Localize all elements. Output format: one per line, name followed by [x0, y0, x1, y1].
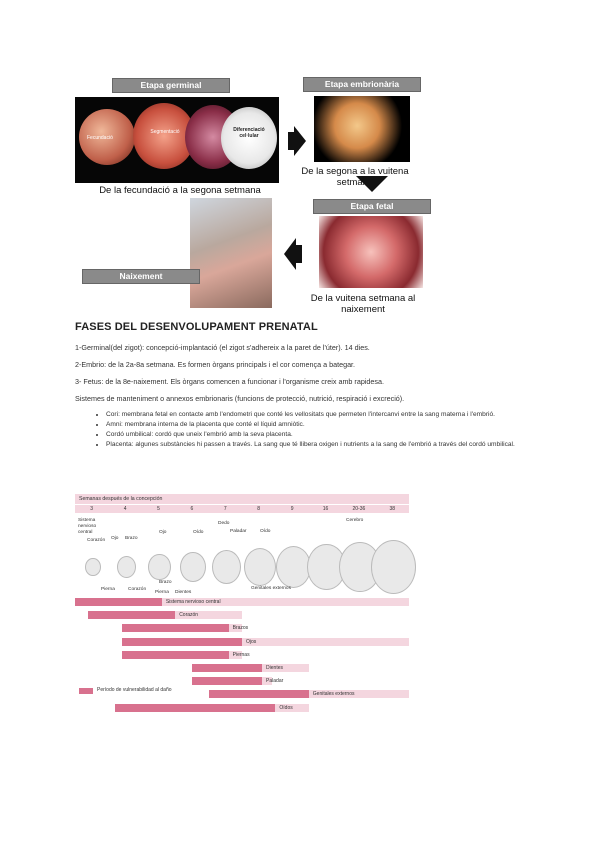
- bar-vulnerability: [75, 598, 162, 606]
- photo-label-fecundacio: Fecundació: [87, 135, 113, 141]
- organ-label-corazon: Corazón: [87, 538, 106, 543]
- germinal-photo: [75, 97, 279, 183]
- photo-label-diferenciacio: Diferenciació cel·lular: [233, 127, 265, 139]
- bar-label: Corazón: [179, 612, 199, 619]
- embryo-silhouette: [148, 554, 170, 580]
- organ-label-oido-2: Oído: [260, 529, 271, 534]
- newborn-photo: [190, 198, 272, 308]
- legend-swatch: [79, 688, 93, 694]
- paragraph-embrio: 2-Embrio: de la 2a-8a setmana. Es formen òrgans principals i el cor comença a bategar.: [75, 360, 356, 369]
- bar-label: Brazos: [232, 625, 249, 632]
- list-item-cori: • Cori: membrana fetal en contacte amb l'endometri que conté les vellositats que permeten l'intercanvi entre la sang materna i l'embrió.: [106, 410, 524, 419]
- organ-label-brazo: Brazo: [125, 536, 138, 541]
- stage-label-fetal: Etapa fetal: [313, 199, 431, 214]
- paragraph-germinal: 1-Germinal(del zigot): concepció-implantació (el zigot s'adhereix a la paret de l'úter). 14 dies.: [75, 343, 370, 352]
- fetus-photo: [319, 216, 423, 288]
- list-item-placenta: • Placenta: algunes substàncies hi passen a través. La sang que té llibera oxigen i nutrients a la sang de l'embrió a través del cordó umbilical.: [106, 440, 524, 449]
- vulnerability-chart: [75, 494, 409, 730]
- week-label: 7: [223, 506, 227, 512]
- organ-label-ojo: Ojo: [111, 536, 119, 541]
- organ-label-dedo: Dedo: [218, 521, 230, 526]
- week-label: 3: [90, 506, 94, 512]
- organ-label-pierna-2: Pierna: [155, 590, 169, 595]
- list-item-amni: • Amni: membrana interna de la placenta que conté el líquid amniòtic.: [106, 420, 524, 429]
- bar-vulnerability: [192, 664, 262, 672]
- caption-embrionaria: De la segona a la vuitena setmana: [301, 166, 409, 188]
- embryo-silhouette: [117, 556, 136, 579]
- embryo-silhouette: [371, 540, 416, 593]
- embryo-silhouette: [180, 552, 206, 582]
- organ-label-snc: Sistema nervioso central: [78, 518, 97, 535]
- organ-label-corazon-2: Corazón: [128, 587, 147, 592]
- week-label: 9: [290, 506, 294, 512]
- bar-label: Oídos: [279, 704, 293, 711]
- organ-label-ojo-2: Ojo: [159, 530, 167, 535]
- week-axis: [75, 506, 409, 514]
- organ-label-oido: Oído: [193, 530, 204, 535]
- section-title: FASES DEL DESENVOLUPAMENT PRENATAL: [75, 321, 318, 333]
- bar-label: Paladar: [266, 678, 284, 685]
- embryo-silhouette: [244, 548, 276, 586]
- embryo-photo: [314, 96, 410, 162]
- bar-vulnerability: [88, 611, 175, 619]
- bar-vulnerability: [122, 651, 229, 659]
- organ-label-dientes: Dientes: [175, 590, 192, 595]
- week-label: 6: [190, 506, 194, 512]
- bar-vulnerability: [122, 624, 229, 632]
- week-label: 16: [322, 506, 329, 512]
- bar-label: Piernas: [232, 651, 250, 658]
- paragraph-annexos: Sistemes de manteniment o annexos embrionaris (funcions de protecció, nutrició, respiració i excreció).: [75, 394, 405, 403]
- bar-vulnerability: [115, 704, 275, 712]
- legend-label: Período de vulnerabilidad al daño: [97, 687, 172, 693]
- bar-vulnerability: [209, 690, 309, 698]
- vulnerability-bars: [75, 598, 409, 726]
- bar-vulnerability: [192, 677, 262, 685]
- caption-fetal: De la vuitena setmana al naixement: [310, 293, 416, 315]
- embryo-silhouette: [212, 550, 241, 584]
- caption-germinal: De la fecundació a la segona setmana: [99, 185, 261, 196]
- bar-label: Ojos: [246, 638, 257, 645]
- organ-label-genitales: Genitales externos: [251, 586, 291, 591]
- stage-label-embrionaria: Etapa embrionària: [303, 77, 421, 92]
- bar-label: Genitales externos: [312, 691, 355, 698]
- bar-vulnerability: [122, 638, 242, 646]
- annexos-list: [94, 410, 524, 450]
- bar-label: Dientes: [266, 665, 283, 671]
- week-label: 5: [157, 506, 160, 512]
- embryo-silhouette: [276, 546, 311, 588]
- organ-label-paladar: Paladar: [230, 529, 247, 534]
- week-label: 20-36: [352, 506, 366, 512]
- organ-label-pierna: Pierna: [101, 587, 115, 592]
- week-label: 4: [123, 506, 127, 512]
- list-item-cordo: • Cordó umbilical: cordó que uneix l'embrió amb la seva placenta.: [106, 430, 524, 439]
- organ-label-cerebro: Cerebro: [346, 518, 364, 523]
- stage-label-germinal: Etapa germinal: [112, 78, 230, 93]
- organ-label-brazo-2: Brazo: [159, 580, 172, 585]
- paragraph-fetus: 3- Fetus: de la 8e-naixement. Els òrgans comencen a funcionar i l'organisme creix amb rapidesa.: [75, 377, 384, 386]
- photo-label-segmentacio: Segmentació: [150, 129, 180, 135]
- embryo-silhouette: [85, 558, 101, 577]
- week-label: 8: [257, 506, 261, 512]
- bar-label: Sistema nervioso central: [165, 599, 221, 605]
- week-label: 38: [389, 506, 396, 512]
- stage-label-naixement: Naixement: [82, 269, 200, 284]
- chart-title: Semanas después de la concepción: [79, 496, 163, 502]
- embryo-row: [75, 516, 409, 596]
